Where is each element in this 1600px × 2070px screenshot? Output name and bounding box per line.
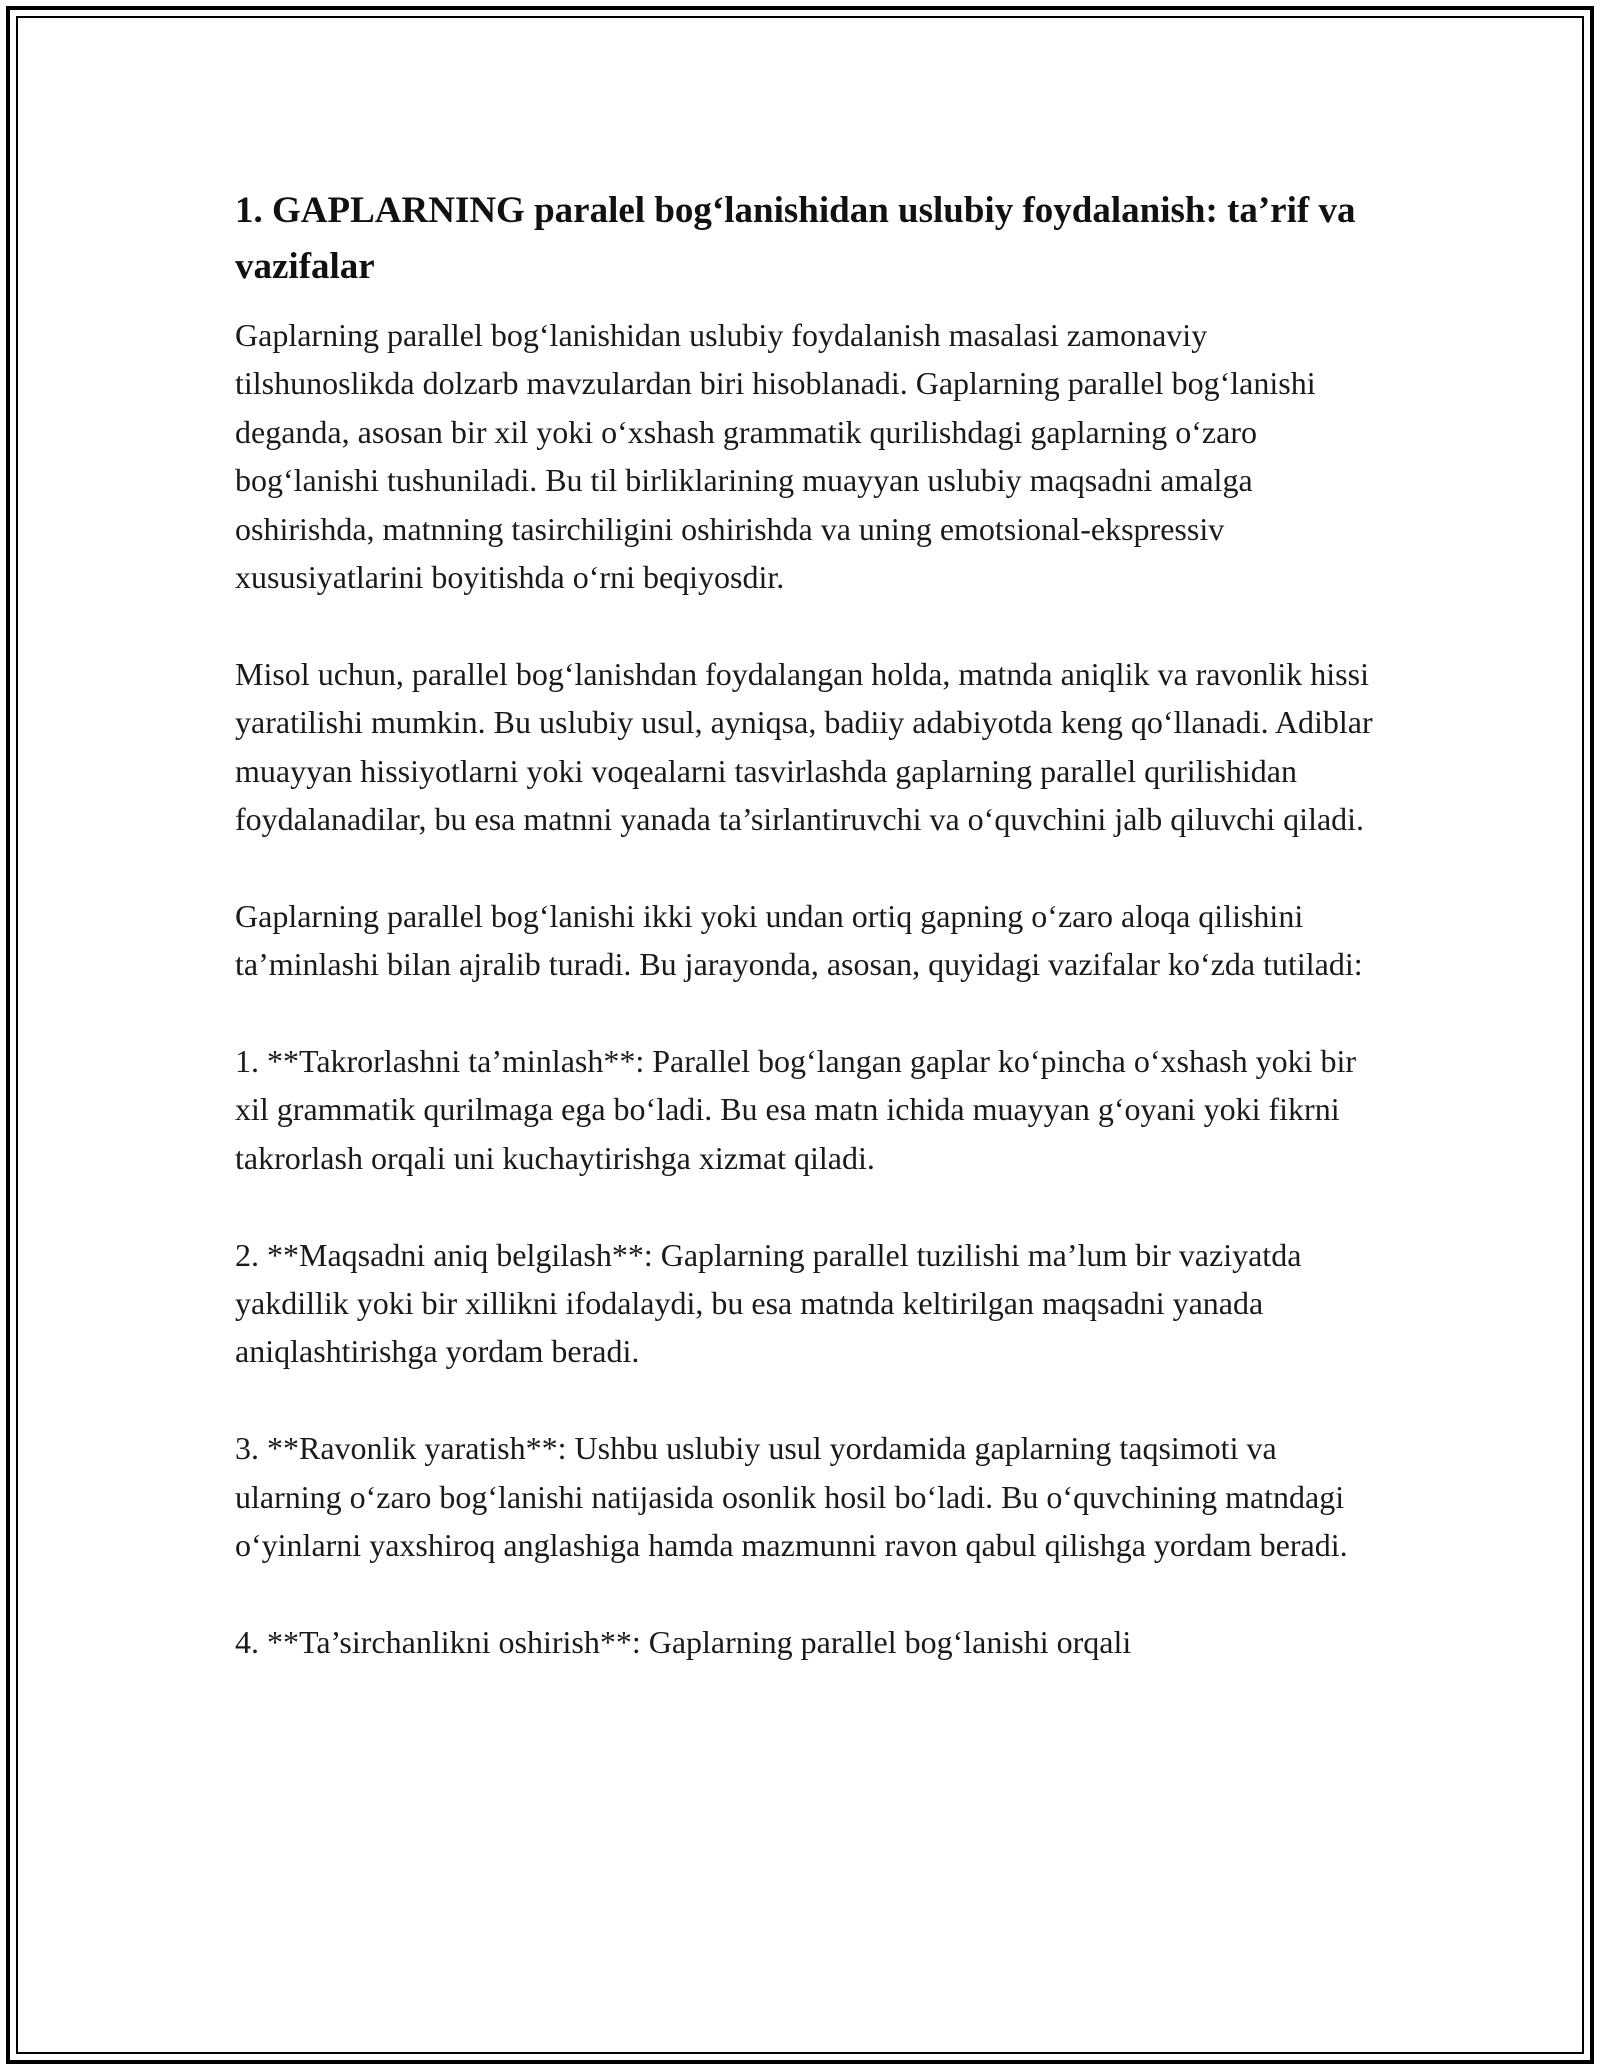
list-item-purpose: 2. **Maqsadni aniq belgilash**: Gaplarning parallel tuzilishi ma’lum bir vaziyatda yakdillik yoki bir xillikni ifodalaydi, bu esa matnda keltirilgan maqsadni yanada aniqlashtirishga yordam beradi.: [235, 1236, 1302, 1370]
document-body: [235, 183, 1375, 1666]
paragraph-functions-intro: Gaplarning parallel bog‘lanishi ikki yoki undan ortiq gapning o‘zaro aloqa qilishini ta’minlashi bilan ajralib turadi. Bu jarayonda, asosan, quyidagi vazifalar ko‘zda tutiladi:: [235, 897, 1363, 983]
paragraph-intro: Gaplarning parallel bog‘lanishidan uslubiy foydalanish masalasi zamonaviy tilshunoslikda dolzarb mavzulardan biri hisoblanadi. Gaplarning parallel bog‘lanishi deganda, asosan bir xil yoki o‘xshash grammatik qurilishdagi gaplarning o‘zaro bog‘lanishi tushuniladi. Bu til birliklarining muayyan uslubiy maqsadni amalga oshirishda, matnning tasirchiligini oshirishda va uning emotsional-ekspressiv xususiyatlarini boyitishda o‘rni beqiyosdir.: [235, 317, 1316, 596]
document-title: 1. GAPLARNING paralel bog‘lanishidan uslubiy foydalanish: ta’rif va vazifalar: [235, 190, 1356, 287]
list-item-expressiveness: 4. **Ta’sirchanlikni oshirish**: Gaplarning parallel bog‘lanishi orqali: [235, 1623, 1132, 1660]
list-item-repetition: 1. **Takrorlashni ta’minlash**: Parallel bog‘langan gaplar ko‘pincha o‘xshash yoki bir xil grammatik qurilmaga ega bo‘ladi. Bu esa matn ichida muayyan g‘oyani yoki fikrni takrorlash orqali uni kuchaytirishga xizmat qiladi.: [235, 1043, 1357, 1176]
list-item-fluency: 3. **Ravonlik yaratish**: Ushbu uslubiy usul yordamida gaplarning taqsimoti va ularning o‘zaro bog‘lanishi natijasida osonlik hosil bo‘ladi. Bu o‘quvchining matndagi o‘yinlarni yaxshiroq anglashiga hamda mazmunni ravon qabul qilishga yordam beradi.: [235, 1430, 1348, 1564]
paragraph-example: Misol uchun, parallel bog‘lanishdan foydalangan holda, matnda aniqlik va ravonlik hissi yaratilishi mumkin. Bu uslubiy usul, ayniqsa, badiiy adabiyotda keng qo‘llanadi. Adiblar muayyan hissiyotlarni yoki voqealarni tasvirlashda gaplarning parallel qurilishidan foydalanadilar, bu esa matnni yanada ta’sirlantiruvchi va o‘quvchini jalb qiluvchi qiladi.: [235, 655, 1373, 838]
